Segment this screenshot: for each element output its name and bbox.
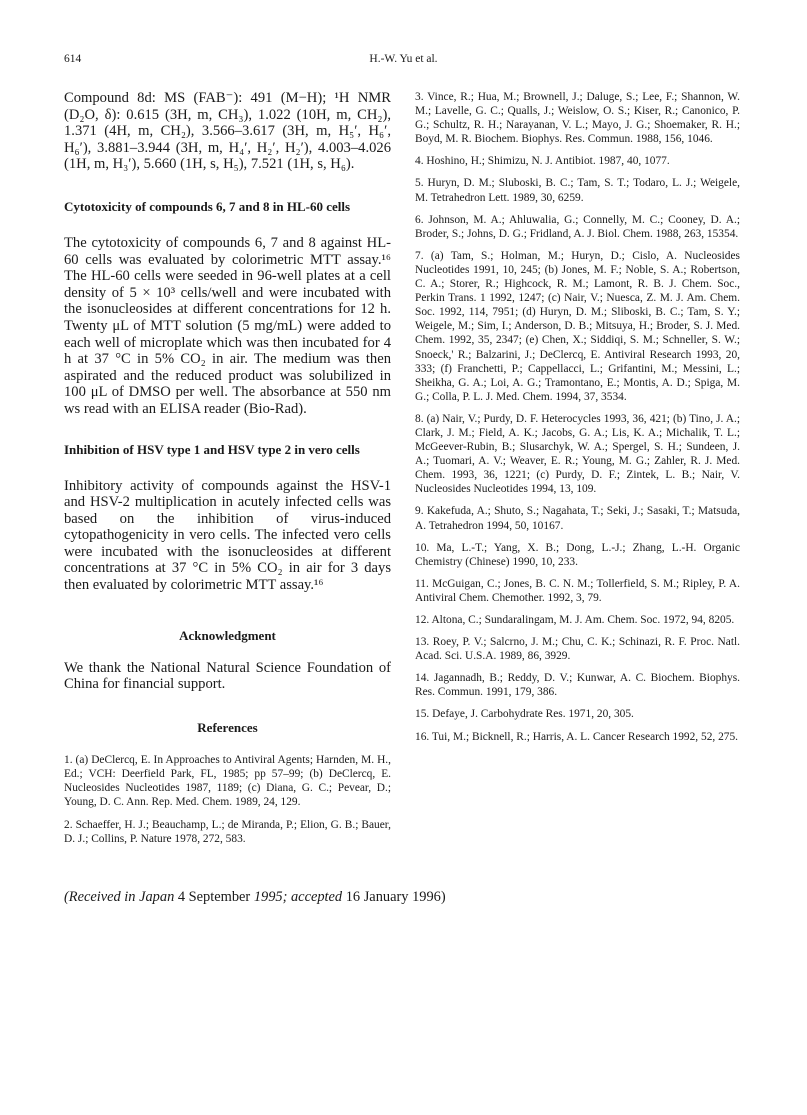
- cytotoxicity-text: The cytotoxicity of compounds 6, 7 and 8 against HL-60 cells was evaluated by colorimetric MTT assay.¹⁶ The HL-60 cells were seeded in 96-well plates at a cell density of 5 × 10³ cells/well and were incubated with the isonucleosides at different concentrations for 12 h. Twenty μL of MTT solution (5 mg/mL) were added to each well of microplate which was then incubated for 4 h at 37 °C in 5% CO₂ in air. The medium was then aspirated and the reduced product was solubilized in 100 μL of DMSO per well. The absorbance at 550 nm ws read with an ELISA reader (Bio-Rad).: [64, 234, 391, 417]
- page-number: 614: [64, 53, 82, 65]
- reference-item: 16. Tui, M.; Bicknell, R.; Harris, A. L. Cancer Research 1992, 52, 275.: [415, 730, 739, 743]
- page-header: [0, 53, 807, 69]
- acknowledgment-text: We thank the National Natural Science Foundation of China for financial support.: [64, 659, 391, 693]
- left-column: [64, 90, 391, 855]
- reference-item: 3. Vince, R.; Hua, M.; Brownell, J.; Daluge, S.; Lee, F.; Shannon, W. M.; Lavelle, G. C.; Qualls, J.; Weislow, O. S.; Kiser, R.; Canonico, P. G.; Schultz, R. H.; Narayanan, V. L.; Mayo, J. G.; Shoemaker, R. H.; Boyd, M. R. Biochem. Biophys. Res. Commun. 1988, 156, 1046.: [415, 91, 740, 146]
- references-heading: References: [197, 719, 258, 735]
- acknowledgment-heading: Acknowledgment: [179, 627, 276, 643]
- running-head: H.-W. Yu et al.: [369, 53, 438, 65]
- reference-item: 10. Ma, L.-T.; Yang, X. B.; Dong, L.-J.; Zhang, L.-H. Organic Chemistry (Chinese) 1990, 10, 233.: [415, 541, 740, 568]
- reference-item: 8. (a) Nair, V.; Purdy, D. F. Heterocycles 1993, 36, 421; (b) Tino, J. A.; Clark, J. M.; Field, A. K.; Jacobs, G. A.; Lis, K. A.; Michalik, T. L.; McGeever-Rubin, B.; Slusarchyk, W. A.; Spergel, S. H.; Sundeen, J. A.; Tuomari, A. V.; Weaver, E. R.; Young, M. G.; Zahler, R. J. Med. Chem. 1993, 36, 1221; (c) Purdy, D. F.; Zintek, L. B.; Nair, V. Nucleosides Nucleotides 1994, 13, 109.: [415, 412, 740, 496]
- received-close: 1996): [408, 889, 446, 905]
- received-text: (Received in Japan: [64, 889, 178, 905]
- reference-item: 1. (a) DeClercq, E. In Approaches to Antiviral Agents; Harnden, M. H., Ed.; VCH: Deerfield Park, FL, 1985; pp 57–99; (b) DeClercq, E. Nucleosides Nucleotides 1987, 1189; (c) Diana, G. C.; Pevear, D.; Young, D. C. Ann. Rep. Med. Chem. 1989, 24, 129.: [64, 753, 391, 809]
- reference-item: 11. McGuigan, C.; Jones, B. C. N. M.; Tollerfield, S. M.; Ripley, P. A. Antiviral Chem. Chemother. 1992, 3, 79.: [415, 577, 740, 604]
- reference-item: 12. Altona, C.; Sundaralingam, M. J. Am. Chem. Soc. 1972, 94, 8205.: [415, 614, 735, 626]
- accepted-date: 16 January: [345, 889, 409, 905]
- reference-item: 5. Huryn, D. M.; Sluboski, B. C.; Tam, S. T.; Todaro, L. J.; Weigele, M. Tetrahedron Lett. 1989, 30, 6259.: [415, 177, 740, 204]
- reference-item: 4. Hoshino, H.; Shimizu, N. J. Antibiot. 1987, 40, 1077.: [415, 155, 670, 168]
- received-date: 4 September: [177, 889, 251, 905]
- compound-data: Compound 8d: MS (FAB⁻): 491 (M−H); ¹H NMR (D₂O, δ): 0.615 (3H, m, CH₃), 1.022 (10H, m, CH₂), 1.371 (4H, m, CH₂), 3.566–3.617 (3H, m, H₅′, H₆′, H₆′), 3.881–3.944 (3H, m, H₄′, H₂′, H₂′), 4.003–4.026 (1H, m, H₃′), 5.660 (1H, s, H₅), 7.521 (1H, s, H₆).: [64, 90, 391, 173]
- hsv-text: Inhibitory activity of compounds against the HSV-1 and HSV-2 multiplication in acutely infected cells was based on the inhibition of virus-induced cytopathogenicity in vero cells. The infected vero cells were incubated with the isonucleosides at different concentrations at 37 °C in 5% CO₂ in air for 3 days then evaluated by colorimetric MTT assay.¹⁶: [64, 477, 391, 594]
- accepted-text: 1995; accepted: [250, 889, 346, 905]
- reference-item: 13. Roey, P. V.; Salcrno, J. M.; Chu, C. K.; Schinazi, R. F. Proc. Natl. Acad. Sci. U.S.A. 1989, 86, 3929.: [415, 636, 740, 663]
- hsv-heading: Inhibition of HSV type 1 and HSV type 2 in vero cells: [64, 441, 360, 457]
- reference-item: 7. (a) Tam, S.; Holman, M.; Huryn, D.; Cislo, A. Nucleosides Nucleotides 1991, 10, 245; (b) Jones, M. F.; Noble, S. A.; Robertson, C. A.; Storer, R.; Highcock, R. M.; Lamont, R. B. J. Chem. Soc., Perkin Trans. 1 1992, 1247; (c) Nair, V.; Nuesca, Z. M. J. Am. Chem. Soc. 1992, 114, 7951; (d) Huryn, D. M.; Sliboski, B. C.; Tam, S. Y.; Weigele, M.; Sim, I.; Anderson, D. B.; Mitsuya, H.; Broder, S. J. Med. Chem. 1992, 35, 2347; (e) Chen, X.; Siddiqi, S. M.; Schneller, S. W.; Snoeck,' R.; Balzarini, J.; DeClercq, E. Antiviral Research 1993, 20, 333; (f) Franchetti, P.; Cappellacci, L.; Grifantini, M.; Messini, L.; Sheikha, G. A.; Loi, A. G.; Tramontano, E.; Montis, A. D.; Spiga, M. G.; Colla, P. L. J. Med. Chem. 1994, 37, 3534.: [415, 249, 740, 403]
- cytotoxicity-heading: Cytotoxicity of compounds 6, 7 and 8 in HL-60 cells: [64, 198, 351, 214]
- reference-item: 9. Kakefuda, A.; Shuto, S.; Nagahata, T.; Seki, J.; Sasaki, T.; Matsuda, A. Tetrahedron 1994, 50, 10167.: [415, 505, 740, 532]
- reference-item: 6. Johnson, M. A.; Ahluwalia, G.; Connelly, M. C.; Cooney, D. A.; Broder, S.; Johns, D. G.; Fridland, A. J. Biol. Chem. 1988, 263, 15354.: [415, 213, 740, 240]
- reference-item: 15. Defaye, J. Carbohydrate Res. 1971, 20, 305.: [415, 708, 634, 721]
- reference-item: 2. Schaeffer, H. J.; Beauchamp, L.; de Miranda, P.; Elion, G. B.; Bauer, D. J.; Collins, P. Nature 1978, 272, 583.: [64, 819, 391, 846]
- received-line: [64, 889, 744, 906]
- reference-item: 14. Jagannadh, B.; Reddy, D. V.; Kunwar, A. C. Biochem. Biophys. Res. Commun. 1991, 179, 386.: [415, 672, 740, 699]
- references-list-left: [64, 753, 391, 847]
- right-column: [415, 90, 740, 752]
